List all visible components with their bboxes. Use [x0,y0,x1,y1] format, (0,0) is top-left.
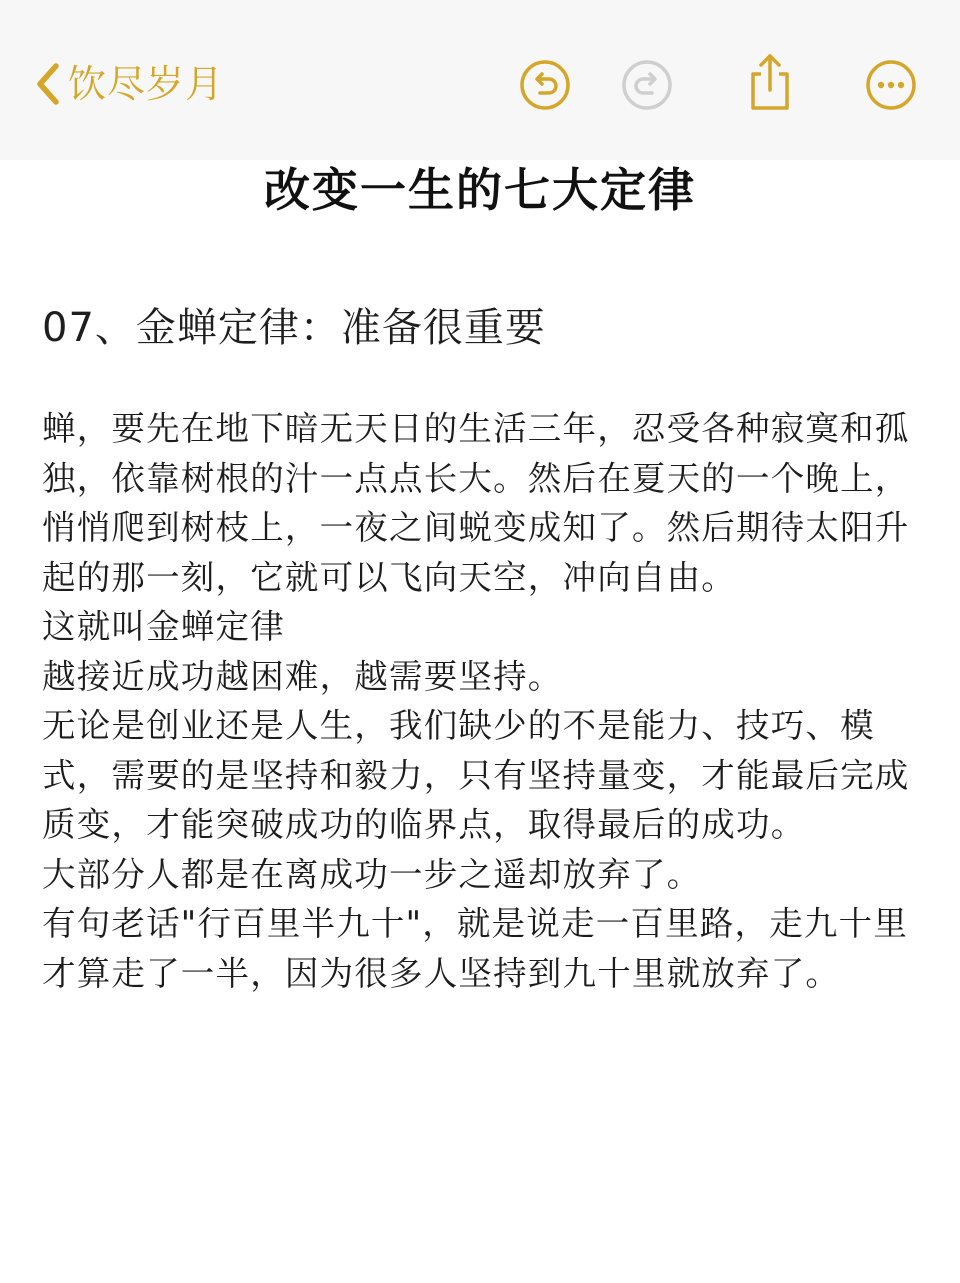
back-label: 饮尽岁月 [68,62,225,106]
redo-button[interactable] [620,58,674,112]
section-heading: 07、金蝉定律：准备很重要 [42,305,546,351]
more-button[interactable] [864,58,918,112]
note-title: 改变一生的七大定律 [264,163,696,217]
redo-icon [620,58,674,112]
undo-button[interactable] [518,58,572,112]
note-body[interactable] [42,404,922,998]
paragraph-6: 有句老话"行百里半九十"，就是说走一百里路，走九十里才算走了一半，因为很多人坚持到九十里就放弃了。 [42,904,909,993]
paragraph-5: 大部分人都是在离成功一步之遥却放弃了。 [42,854,702,894]
paragraph-4: 无论是创业还是人生，我们缺少的不是能力、技巧、模式，需要的是坚持和毅力，只有坚持量变，才能最后完成质变，才能突破成功的临界点，取得最后的成功。 [42,706,910,844]
paragraph-1: 蝉，要先在地下暗无天日的生活三年，忍受各种寂寞和孤独，依靠树根的汁一点点长大。然后在夏天的一个晚上，悄悄爬到树枝上，一夜之间蜕变成知了。然后期待太阳升起的那一刻，它就可以飞向天空，冲向自由。 [42,409,910,597]
toolbar [0,0,960,160]
paragraph-2: 这就叫金蝉定律 [42,607,285,646]
back-button[interactable] [34,56,224,112]
undo-icon [518,58,572,112]
more-icon [864,58,918,112]
share-icon [743,52,797,112]
chevron-left-icon [34,62,62,106]
paragraph-3: 越接近成功越困难，越需要坚持。 [42,656,563,696]
share-button[interactable] [743,52,797,112]
